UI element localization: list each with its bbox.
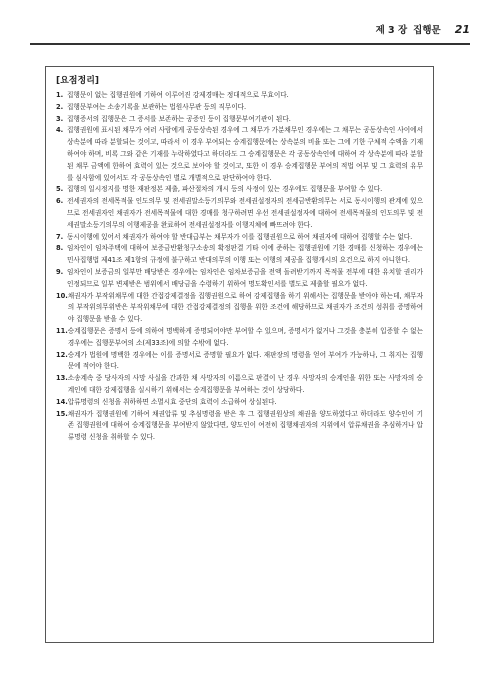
summary-item-text: 동시이행에 있어서 채권자가 하여야 할 반대급부는 채무자가 이를 집행권원으로 하여 채권자에 대하여 집행할 수는 없다. <box>67 232 413 241</box>
summary-item <box>56 232 423 244</box>
summary-item-text: 채권자가 집행권원에 기하여 채권압류 및 추심명령을 받은 후 그 집행권원상의 채권을 양도하였다고 하더라도 양수인이 기존 집행권원에 대하여 승계집행문을 부여받지 않았다면, 양도인이 여전히 집행채권자의 지위에서 압류채권을 추심하거나 압류명령 신청을 취하할 수 있다. <box>67 409 423 442</box>
summary-item-number: 3. <box>56 114 64 123</box>
summary-item <box>56 196 423 231</box>
summary-item <box>56 114 423 126</box>
summary-item <box>56 350 423 374</box>
summary-item <box>56 243 423 267</box>
summary-item <box>56 184 423 196</box>
summary-item-text: 승계가 법원에 명백한 경우에는 이를 증명서로 증명할 필요가 없다. 재판장의 명령을 얻어 부여가 가능하나, 그 취지는 집행문에 적어야 한다. <box>67 350 423 371</box>
summary-title: [요점정리] <box>56 76 100 86</box>
summary-item <box>56 90 423 102</box>
summary-item <box>56 125 423 184</box>
summary-item-number: 13. <box>56 374 68 383</box>
summary-item-number: 5. <box>56 185 64 194</box>
summary-item-text: 집행권원에 표시된 채무가 여러 사람에게 공동상속된 경우에 그 채무가 가분채무인 경우에는 그 채무는 공동상속인 사이에서 상속분에 따라 분할되는 것이고, 따라서 이 경우 부여되는 승계집행문에는 상속분의 비율 또는 그에 기한 구체적 수액을 기재하여야 하며, 비록 그와 같은 기재를 누락하였다고 하더라도 그 승계집행문은 각 공동상속인에 대하여 각 상속분에 따라 분할된 채무 금액에 한하여 효력이 있는 것으로 보아야 할 것이고, 또한 이 경우 승계집행문 부여의 적법 여부 및 그 효력의 유무를 심사함에 있어서도 각 공동상속인 별로 개별적으로 판단하여야 한다. <box>67 126 423 182</box>
summary-item-text: 소송계속 중 당사자의 사망 사실을 간과한 채 사망자의 이름으로 판결이 난 경우 사망자의 승계인을 위한 또는 사망자의 승계인에 대한 강제집행을 실시하기 위해서는 승계집행문을 부여하는 것이 상당하다. <box>67 374 423 394</box>
summary-item-text: 채권자가 부작위채무에 대한 간접강제결정을 집행권원으로 하여 강제집행을 하기 위해서는 집행문을 받아야 하는데, 채무자의 부작위의무위반은 부작위채무에 대한 간접강제결정의 집행을 위한 조건에 해당하므로 채권자가 조건의 성취를 증명하여야 집행문을 받을 수 있다. <box>67 291 423 324</box>
summary-item-text: 집행의 일시정지를 명한 재판정본 제출, 파산절차의 개시 등의 사정이 있는 경우에도 집행문을 부여할 수 있다. <box>67 185 383 194</box>
summary-item-text: 집행문부여는 소송기록을 보관하는 법원사무관 등의 직무이다. <box>67 102 247 111</box>
summary-item-number: 15. <box>56 409 68 418</box>
header-rule <box>30 43 470 45</box>
page-number: 21 <box>454 22 470 36</box>
summary-item <box>56 267 423 291</box>
summary-item-number: 4. <box>56 126 64 135</box>
summary-item-text: 임차인이 임차주택에 대하여 보증금반환청구소송의 확정판결 기타 이에 준하는 집행권원에 기한 경매를 신청하는 경우에는 민사집행법 제41조 제1항의 규정에 불구하고 반대의무의 이행 또는 이행의 제공을 집행개시의 요건으로 하지 아니한다. <box>67 244 423 265</box>
summary-item-number: 2. <box>56 102 64 111</box>
section-title: 집행문 <box>413 25 441 36</box>
summary-item-number: 7. <box>56 232 64 241</box>
summary-item-number: 9. <box>56 267 64 276</box>
summary-item-text: 임차인이 보증금의 일부만 배당받은 경우에는 임차인은 임차보증금을 전액 돌려받기까지 목적물 전부에 대한 유치할 권리가 인정되므로 일부 변제받은 범위에서 배당금을 수령하기 위하여 명도확인서를 별도로 제출할 필요가 없다. <box>67 267 423 288</box>
summary-item-text: 압류명령의 신청을 취하하면 소멸시효 중단의 효력이 소급하여 상실된다. <box>67 397 277 406</box>
summary-item <box>56 326 423 350</box>
summary-item-number: 6. <box>56 197 64 206</box>
summary-box <box>45 66 434 643</box>
summary-item <box>56 397 423 409</box>
summary-item-number: 8. <box>56 244 64 253</box>
summary-item <box>56 291 423 326</box>
summary-list <box>56 90 423 444</box>
summary-item-number: 14. <box>56 397 68 406</box>
summary-item-text: 집행문이 없는 집행권원에 기하여 이루어진 강제경매는 정대적으로 무효이다. <box>67 91 289 99</box>
summary-item-number: 12. <box>56 350 68 359</box>
summary-item <box>56 373 423 397</box>
chapter-label: 제 3 장 <box>375 25 408 36</box>
summary-item <box>56 409 423 444</box>
summary-item-text: 전세권자의 전세목적물 인도의무 및 전세권말소등기의무와 전세권설정자의 전세금반환의무는 서로 동시이행의 관계에 있으므로 전세권자인 채권자가 전세목적물에 대한 경매를 청구하려면 우선 전세권설정자에 대하여 전세목적물의 인도의무 및 전세권말소등기의무의 이행제공을 완료하여 전세권설정자를 이행지체에 빠뜨려야 한다. <box>67 197 423 229</box>
summary-item <box>56 102 423 114</box>
summary-item-number: 10. <box>56 291 68 300</box>
summary-item-number: 11. <box>56 326 68 335</box>
running-head <box>376 22 470 36</box>
summary-item-number: 1. <box>56 91 64 99</box>
summary-item-text: 승계집행문은 증명서 등에 의하여 명백하게 증명되어야만 부여할 수 있으며, 증명서가 없거나 그것을 충분히 입증할 수 없는 경우에는 집행문부여의 소(제33조)에 의할 수밖에 없다. <box>67 326 423 347</box>
summary-item-text: 집행증서의 집행문은 그 증서를 보존하는 공증인 등이 집행문부여기관이 된다. <box>67 114 291 123</box>
